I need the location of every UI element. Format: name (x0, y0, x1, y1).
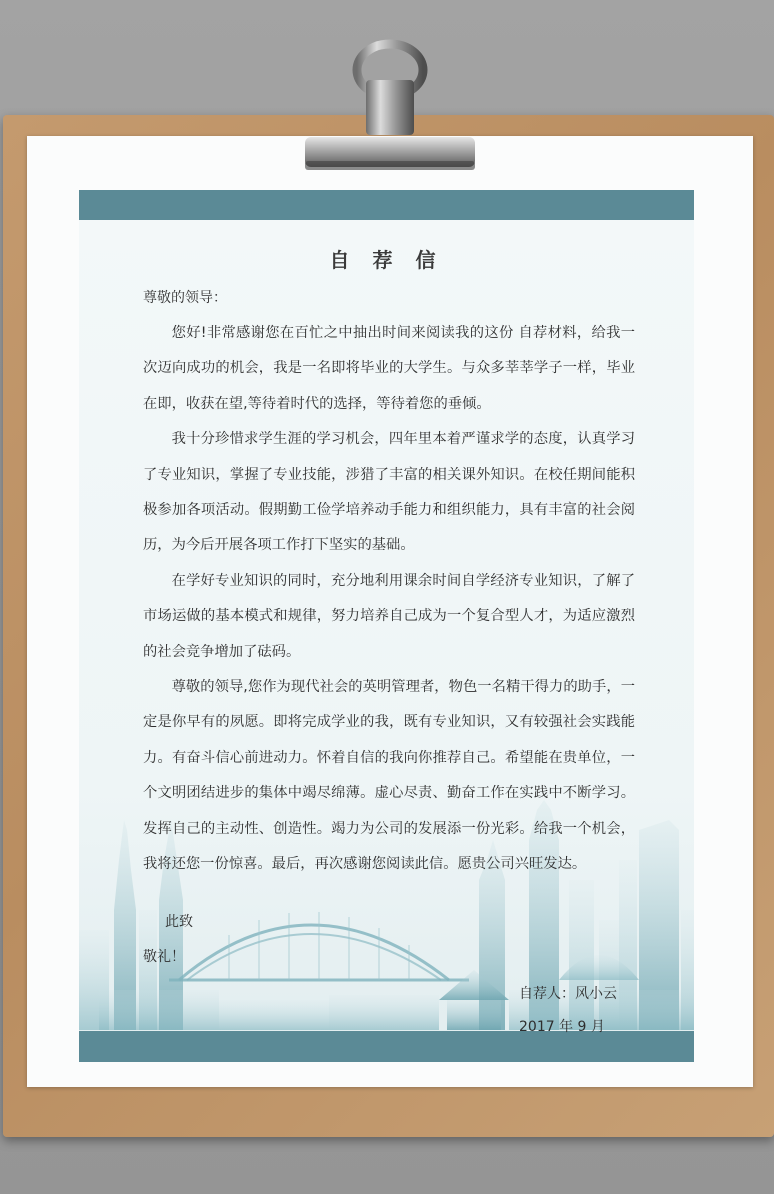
header-band (79, 190, 694, 220)
paragraph: 在学好专业知识的同时，充分地利用课余时间自学经济专业知识，了解了市场运做的基本模式和规律，努力培养自己成为一个复合型人才，为适应激烈的社会竞争增加了砝码。 (143, 572, 635, 660)
binder-clip-icon (300, 25, 480, 180)
letter-title: 自 荐 信 (329, 248, 444, 272)
signature: 自荐人：风小云 (519, 986, 617, 1002)
letter-greeting: 尊敬的领导： (143, 290, 227, 306)
paragraph: 您好!非常感谢您在百忙之中抽出时间来阅读我的这份 自荐材料，给我一次迈向成功的机会，我是一名即将毕业的大学生。与众多莘莘学子一样，毕业在即，收获在望,等待着时代的选择，等待着您的垂倾。 (143, 325, 635, 412)
paragraph: 我十分珍惜求学生涯的学习机会，四年里本着严谨求学的态度，认真学习了专业知识，掌握了专业技能，涉猎了丰富的相关课外知识。在校任期间能积极参加各项活动。假期勤工俭学培养动手能力和组织能力，具有丰富的社会阅历，为今后开展各项工作打下坚实的基础。 (143, 431, 635, 554)
paragraph: 尊敬的领导,您作为现代社会的英明管理者，物色一名精干得力的助手，一定是你早有的夙愿。即将完成学业的我，既有专业知识，又有较强社会实践能力。有奋斗信心前进动力。怀着自信的我向你推荐自己。希望能在贵单位，一个文明团结进步的集体中竭尽绵薄。虚心尽责、勤奋工作在实践中不断学习。发挥自己的主动性、创造性。竭力为公司的发展添一份光彩。给我一个机会，我将还您一份惊喜。最后，再次感谢您阅读此信。愿贵公司兴旺发达。 (143, 679, 635, 873)
closing-line-2: 敬礼！ (143, 949, 185, 965)
letter-body (143, 316, 635, 883)
closing-line-1: 此致 (165, 914, 193, 930)
signature-date: 2017 年 9 月 (519, 1019, 605, 1035)
